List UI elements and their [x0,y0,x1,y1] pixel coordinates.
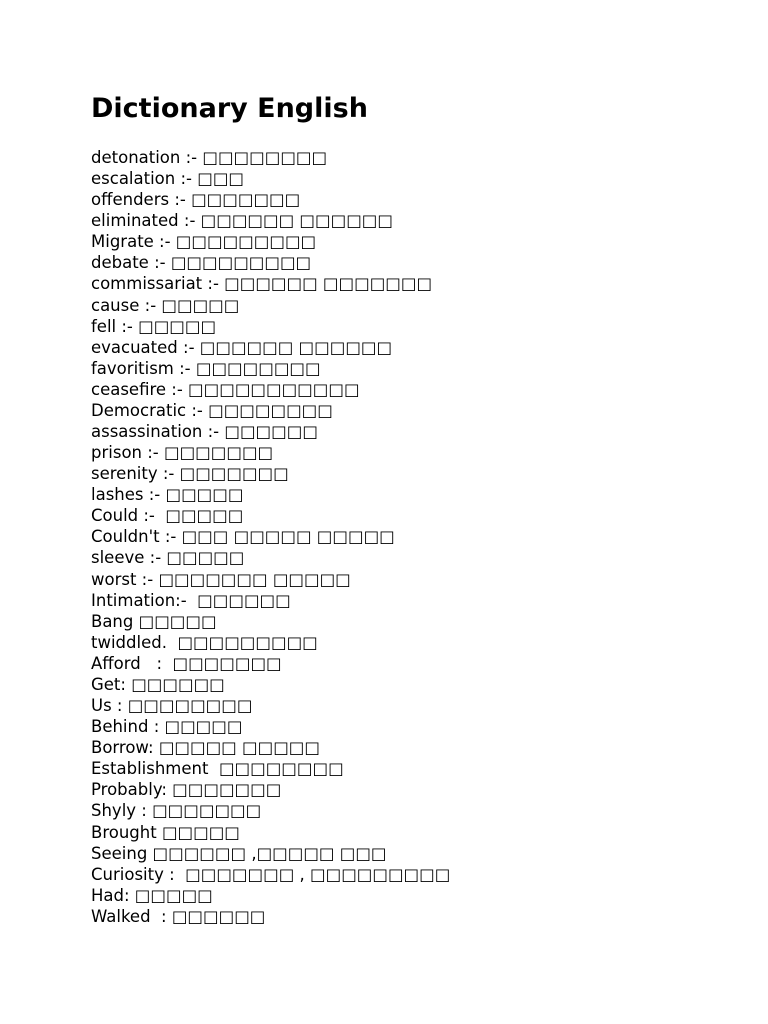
document-title: Dictionary English [91,93,368,124]
dictionary-entry: Establishment □□□□□□□□ [91,759,344,779]
dictionary-entry: favoritism :- □□□□□□□□ [91,358,321,378]
dictionary-entry: Could :- □□□□□ [91,506,244,526]
dictionary-entry: Brought □□□□□ [91,822,240,842]
dictionary-entry: serenity :- □□□□□□□ [91,464,289,484]
dictionary-entry: Seeing □□□□□□ ,□□□□□ □□□ [91,843,387,863]
dictionary-entry: prison :- □□□□□□□ [91,443,274,463]
dictionary-entry: assassination :- □□□□□□ [91,422,318,442]
dictionary-entry: detonation :- □□□□□□□□ [91,148,328,167]
dictionary-entry: Intimation:- □□□□□□ [91,590,291,610]
dictionary-entry: commissariat :- □□□□□□ □□□□□□□ [91,274,433,294]
dictionary-entry: Probably: □□□□□□□ [91,780,282,800]
dictionary-entry: Afford : □□□□□□□ [91,653,282,673]
dictionary-entry: Migrate :- □□□□□□□□□ [91,232,317,252]
dictionary-entry: offenders :- □□□□□□□ [91,190,301,210]
dictionary-entry: Walked : □□□□□□ [91,906,266,926]
dictionary-entry: Curiosity : □□□□□□□ , □□□□□□□□□ [91,864,451,884]
dictionary-entry: Bang □□□□□ [91,611,217,631]
dictionary-entry-list [91,147,450,927]
dictionary-entry: twiddled. □□□□□□□□□ [91,632,318,652]
dictionary-entry: Borrow: □□□□□ □□□□□ [91,738,320,758]
dictionary-entry: ceasefire :- □□□□□□□□□□□ [91,379,360,399]
dictionary-entry: Had: □□□□□ [91,885,213,905]
dictionary-entry: evacuated :- □□□□□□ □□□□□□ [91,337,393,357]
dictionary-entry: Shyly : □□□□□□□ [91,801,262,821]
dictionary-entry: Behind : □□□□□ [91,717,243,737]
dictionary-entry: lashes :- □□□□□ [91,485,244,505]
dictionary-entry: Democratic :- □□□□□□□□ [91,400,333,420]
dictionary-entry: debate :- □□□□□□□□□ [91,253,312,273]
dictionary-entry: Get: □□□□□□ [91,674,225,694]
dictionary-entry: escalation :- □□□ [91,169,245,189]
dictionary-entry: worst :- □□□□□□□ □□□□□ [91,569,351,589]
dictionary-entry: sleeve :- □□□□□ [91,548,245,568]
dictionary-entry: eliminated :- □□□□□□ □□□□□□ [91,211,393,231]
dictionary-entry: cause :- □□□□□ [91,295,240,315]
dictionary-entry: Us : □□□□□□□□ [91,696,253,716]
dictionary-entry: fell :- □□□□□ [91,316,217,336]
dictionary-entry: Couldn't :- □□□ □□□□□ □□□□□ [91,527,395,547]
